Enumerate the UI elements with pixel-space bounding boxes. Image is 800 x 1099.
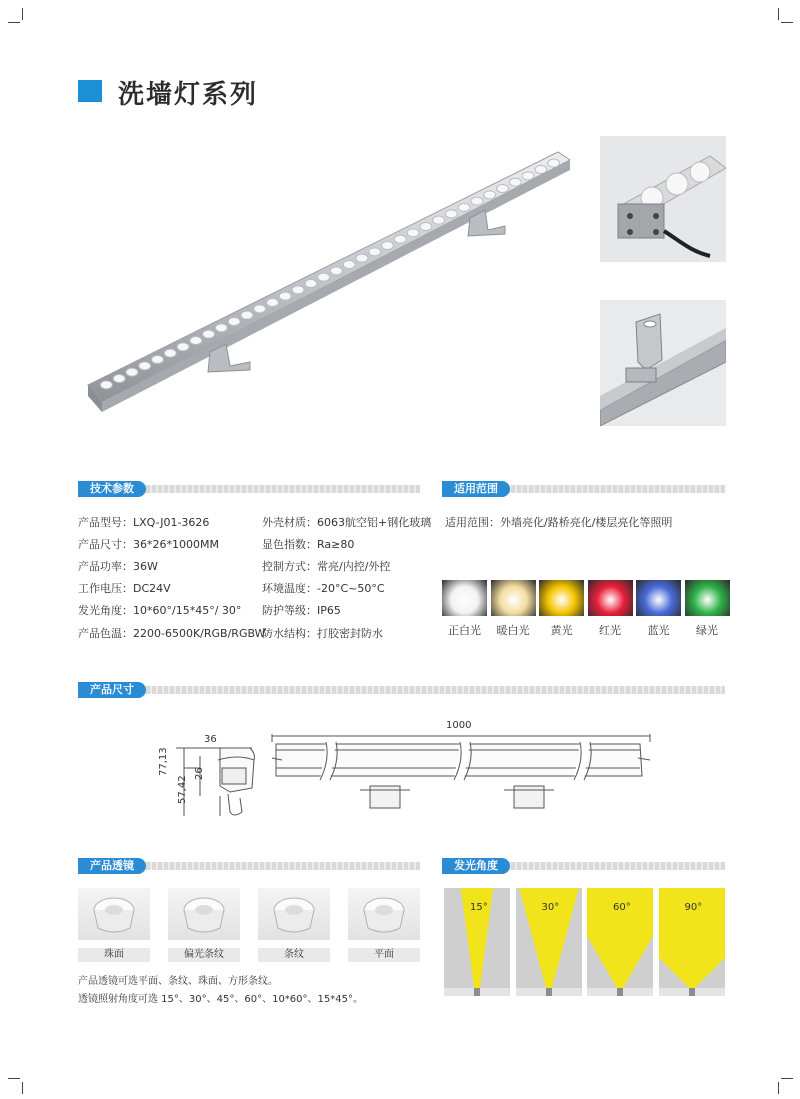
spec-item: 外壳材质：6063航空铝+钢化玻璃 xyxy=(262,516,432,529)
crop-mark xyxy=(22,1082,23,1094)
dimension-height-body: 26 xyxy=(194,767,205,780)
lens-image xyxy=(78,888,150,940)
beam-angle-label: 30° xyxy=(541,902,560,913)
light-source xyxy=(617,988,623,996)
section-rule xyxy=(140,686,725,694)
led-dot xyxy=(548,159,560,167)
led-dot xyxy=(228,318,240,326)
led-dot xyxy=(420,223,432,231)
led-dot xyxy=(369,248,381,256)
spec-item: 工作电压：DC24V xyxy=(78,582,171,595)
led-dot xyxy=(497,185,509,193)
led-dot xyxy=(445,210,457,218)
section-rule xyxy=(505,862,725,870)
led-dot xyxy=(407,229,419,237)
led-dot xyxy=(484,191,496,199)
spec-item: 防护等级：IP65 xyxy=(262,604,341,617)
dimension-height-mid: 57,42 xyxy=(177,775,188,804)
light-source xyxy=(689,988,695,996)
light-swatch xyxy=(442,580,487,616)
lens-image xyxy=(168,888,240,940)
light-swatch-label: 暖白光 xyxy=(496,624,530,637)
beam-angle-label: 15° xyxy=(470,902,488,913)
led-dot xyxy=(100,381,112,389)
led-dot xyxy=(152,356,164,364)
lens-label: 偏光条纹 xyxy=(168,948,240,962)
led-dot xyxy=(394,235,406,243)
led-dot xyxy=(164,349,176,357)
led-dot xyxy=(267,299,279,307)
dimension-drawing xyxy=(160,720,660,830)
crop-mark xyxy=(778,1082,779,1094)
section-title-size: 产品尺寸 xyxy=(78,682,146,698)
led-dot xyxy=(433,216,445,224)
light-source xyxy=(474,988,480,996)
spec-item: 控制方式：常亮/内控/外控 xyxy=(262,560,391,573)
led-dot xyxy=(203,330,215,338)
lens-label: 条纹 xyxy=(258,948,330,962)
led-dot xyxy=(292,286,304,294)
spec-item: 产品尺寸：36*26*1000MM xyxy=(78,538,219,551)
lens-note: 产品透镜可选平面、条纹、珠面、方形条纹。 xyxy=(78,976,278,987)
lens-label: 珠面 xyxy=(78,948,150,962)
dimension-length: 1000 xyxy=(446,720,472,731)
crop-mark xyxy=(778,8,779,20)
light-swatch-label: 绿光 xyxy=(696,624,718,637)
lens-note: 透镜照射角度可选 15°、30°、45°、60°、10*60°、15*45°。 xyxy=(78,994,363,1005)
light-swatch xyxy=(636,580,681,616)
lens-image xyxy=(258,888,330,940)
led-dot xyxy=(139,362,151,370)
led-dot xyxy=(241,311,253,319)
beam-angle-panel xyxy=(516,888,582,996)
light-swatch-label: 蓝光 xyxy=(647,624,670,637)
section-rule xyxy=(140,862,420,870)
spec-item: 发光角度：10*60°/15*45°/ 30° xyxy=(78,604,242,617)
end-cap-detail-image xyxy=(600,136,726,262)
section-rule xyxy=(505,485,725,493)
section-title-lens: 产品透镜 xyxy=(78,858,146,874)
led-dot xyxy=(522,172,534,180)
light-swatch xyxy=(491,580,536,616)
led-dot xyxy=(509,178,521,186)
section-title-scope: 适用范围 xyxy=(442,481,510,497)
spec-item: 防水结构：打胶密封防水 xyxy=(262,627,383,640)
lens-label: 平面 xyxy=(348,948,420,962)
lens-image xyxy=(348,888,420,940)
led-dot xyxy=(330,267,342,275)
led-dot xyxy=(177,343,189,351)
scope-text: 适用范围：外墙亮化/路桥亮化/楼层亮化等照明 xyxy=(445,516,673,529)
dimension-width: 36 xyxy=(204,734,217,745)
page-title: 洗墙灯系列 xyxy=(118,80,259,110)
section-rule xyxy=(140,485,420,493)
led-dot xyxy=(190,337,202,345)
spec-item: 环境温度：-20°C~50°C xyxy=(262,582,385,595)
beam-angle-panel xyxy=(444,888,510,996)
crop-mark xyxy=(781,1078,793,1079)
light-swatch xyxy=(588,580,633,616)
led-dot xyxy=(458,204,470,212)
crop-mark xyxy=(781,22,793,23)
led-dot xyxy=(343,261,355,269)
light-swatch-label: 红光 xyxy=(599,624,621,637)
led-dot xyxy=(471,197,483,205)
spec-item: 产品功率：36W xyxy=(78,560,158,573)
led-dot xyxy=(113,375,125,383)
beam-angle-label: 90° xyxy=(684,902,703,913)
product-main-image xyxy=(80,140,580,420)
led-dot xyxy=(382,242,394,250)
bracket-detail-image xyxy=(600,300,726,426)
led-dot xyxy=(318,273,330,281)
led-dot xyxy=(305,280,317,288)
beam-angle-panel xyxy=(659,888,725,996)
led-dot xyxy=(254,305,266,313)
led-dot xyxy=(126,368,138,376)
light-swatch xyxy=(539,580,584,616)
led-dot xyxy=(535,166,547,174)
spec-item: 产品色温：2200-6500K/RGB/RGBW xyxy=(78,627,266,640)
crop-mark xyxy=(22,8,23,20)
title-square-icon xyxy=(78,80,102,102)
led-dot xyxy=(356,254,368,262)
beam-angle-panel xyxy=(587,888,653,996)
led-dot xyxy=(215,324,227,332)
section-title-angle: 发光角度 xyxy=(442,858,510,874)
light-swatch-label: 黄光 xyxy=(550,624,573,637)
spec-item: 产品型号：LXQ-J01-3626 xyxy=(78,516,210,529)
crop-mark xyxy=(8,22,20,23)
spec-item: 显色指数：Ra≥80 xyxy=(262,538,355,551)
light-source xyxy=(546,988,552,996)
dimension-height-total: 77,13 xyxy=(158,747,169,776)
light-swatch xyxy=(685,580,730,616)
section-title-tech: 技术参数 xyxy=(78,481,146,497)
led-dot xyxy=(279,292,291,300)
crop-mark xyxy=(8,1078,20,1079)
light-swatch-label: 正白光 xyxy=(448,624,481,637)
beam-angle-label: 60° xyxy=(613,902,631,913)
